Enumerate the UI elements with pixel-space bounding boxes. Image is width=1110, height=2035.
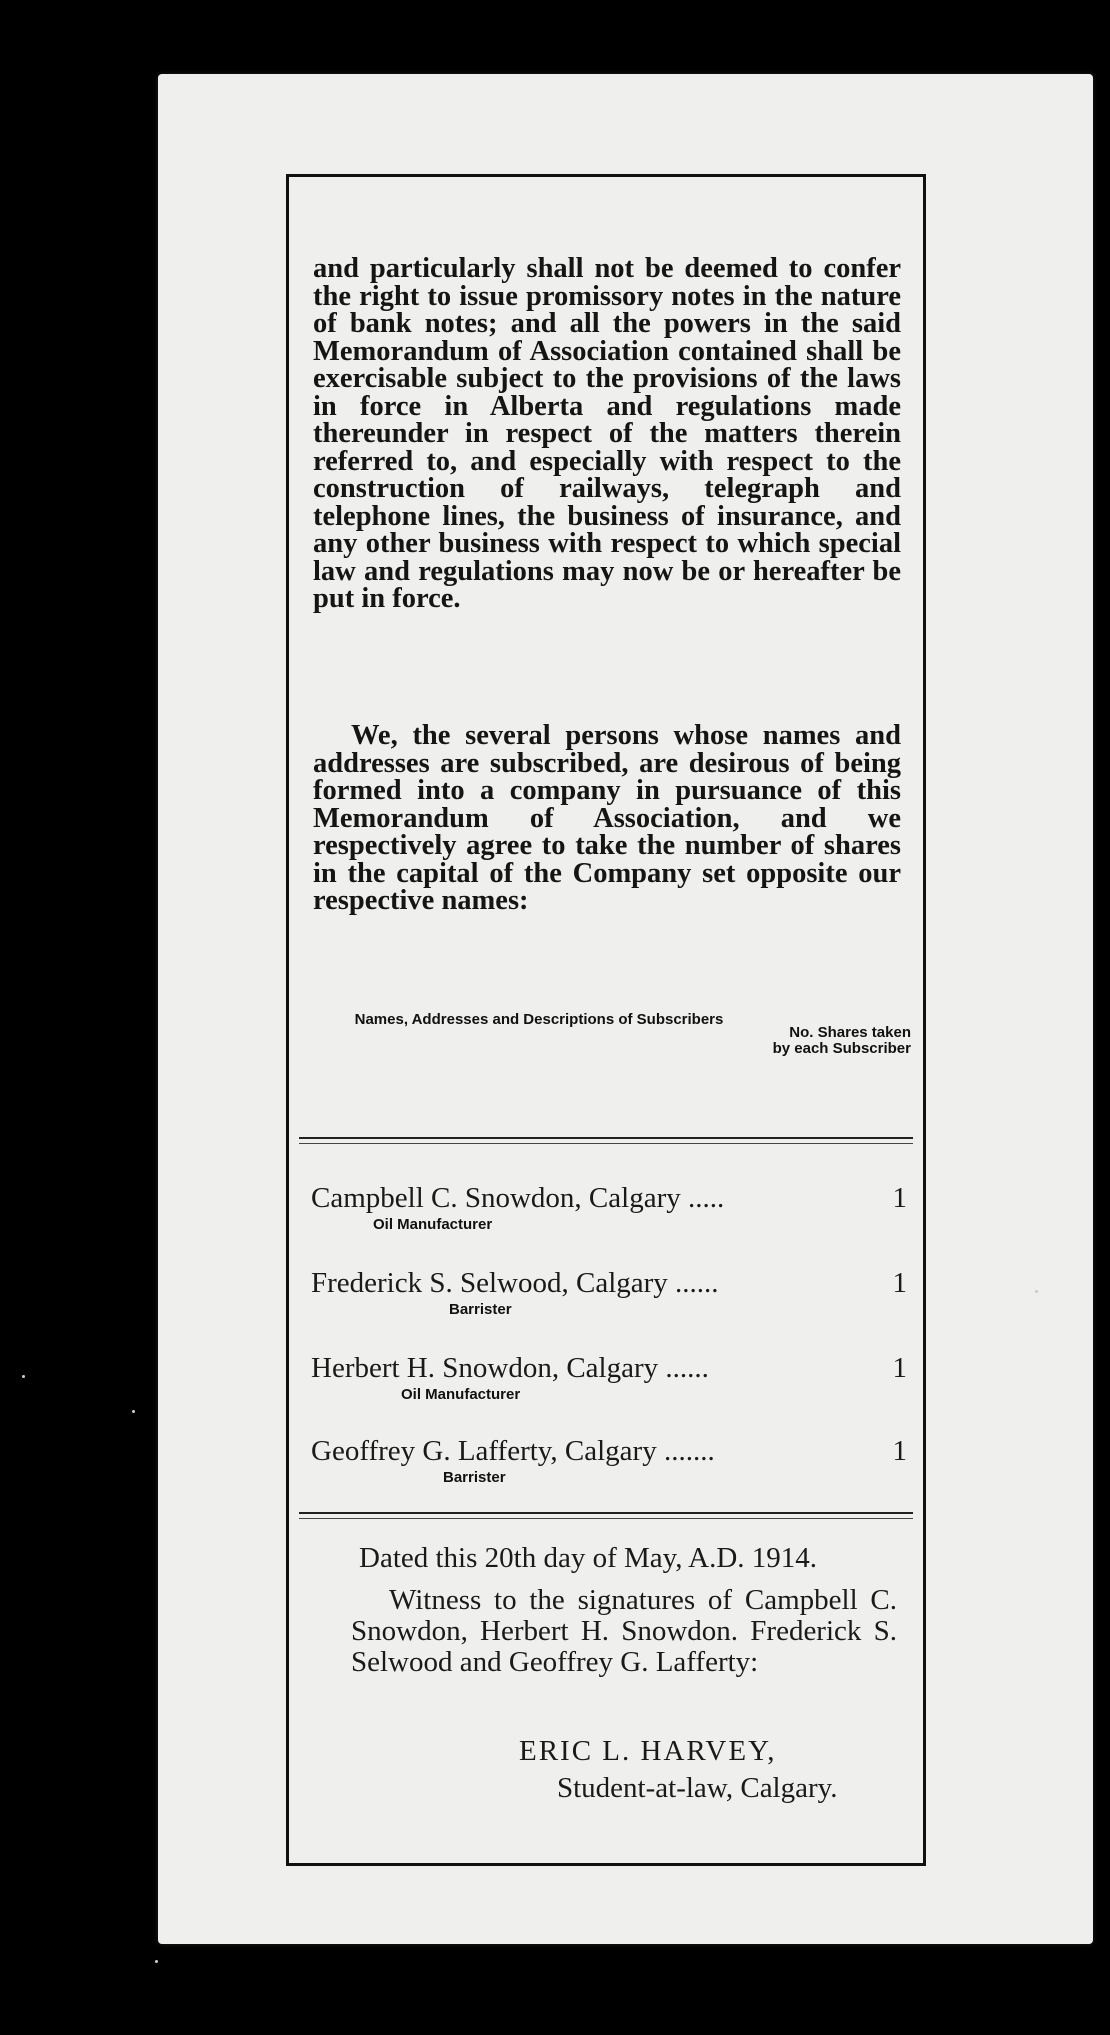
declaration-paragraph: We, the several persons whose names and addresses are subscribed, are desirous of being formed into a company in pursuance of this Memorandum of Association, and we respectively agree to take the number of shares in the capital of the Company set opposite our respective names:: [313, 720, 901, 916]
film-speck: [22, 1375, 25, 1378]
leader-dots: .......: [663, 1435, 715, 1467]
subscriber-name: Geoffrey G. Lafferty, Calgary: [311, 1435, 657, 1467]
leader-dots: ......: [675, 1267, 719, 1299]
table-bottom-rule: [299, 1512, 913, 1519]
witness-paragraph: Witness to the signatures of Campbell C. Snowdon, Herbert H. Snowdon. Frederick S. Selwood and Geoffrey G. Lafferty:: [351, 1584, 897, 1678]
subscriber-description: Barrister: [443, 1469, 506, 1486]
subscriber-row: [311, 1182, 907, 1252]
subscriber-shares: 1: [892, 1352, 907, 1384]
subscriber-row: [311, 1267, 907, 1337]
leader-dots: ......: [665, 1352, 709, 1384]
signatory-name: ERIC L. HARVEY,: [519, 1735, 777, 1767]
subscriber-description: Barrister: [449, 1301, 512, 1318]
film-speck: [1035, 1290, 1038, 1293]
subscriber-shares: 1: [892, 1267, 907, 1299]
signatory-title: Student-at-law, Calgary.: [557, 1772, 838, 1804]
document-page: [158, 74, 1093, 1944]
subscriber-name: Frederick S. Selwood, Calgary: [311, 1267, 668, 1299]
subscriber-row: [311, 1352, 907, 1422]
table-top-rule: [299, 1137, 913, 1144]
subscriber-description: Oil Manufacturer: [401, 1386, 521, 1403]
film-speck: [132, 1410, 135, 1413]
subscriber-row: [311, 1435, 907, 1505]
subscriber-shares: 1: [892, 1435, 907, 1467]
names-column-header: Names, Addresses and Descriptions of Subscribers: [354, 1011, 724, 1028]
leader-dots: .....: [687, 1182, 725, 1214]
subscriber-shares: 1: [892, 1182, 907, 1214]
subscriber-name: Campbell C. Snowdon, Calgary: [311, 1182, 681, 1214]
dated-line: Dated this 20th day of May, A.D. 1914.: [359, 1542, 818, 1574]
film-speck: [155, 1960, 158, 1963]
bordered-frame: [286, 174, 926, 1866]
shares-column-header: No. Shares taken by each Subscriber: [772, 1024, 911, 1057]
subscriber-description: Oil Manufacturer: [373, 1216, 493, 1233]
subscriber-name: Herbert H. Snowdon, Calgary: [311, 1352, 659, 1384]
clause-paragraph: and particularly shall not be deemed to confer the right to issue promissory notes in the nature of bank notes; and all the powers in the said Memorandum of Association contained shall be exercisable subject to the provisions of the laws in force in Alberta and regulations made thereunder in respect of the matters therein referred to, and especially with respect to the construction of railways, telegraph and telephone lines, the business of insurance, and any other business with respect to which special law and regulations may now be or hereafter be put in force.: [313, 253, 901, 614]
